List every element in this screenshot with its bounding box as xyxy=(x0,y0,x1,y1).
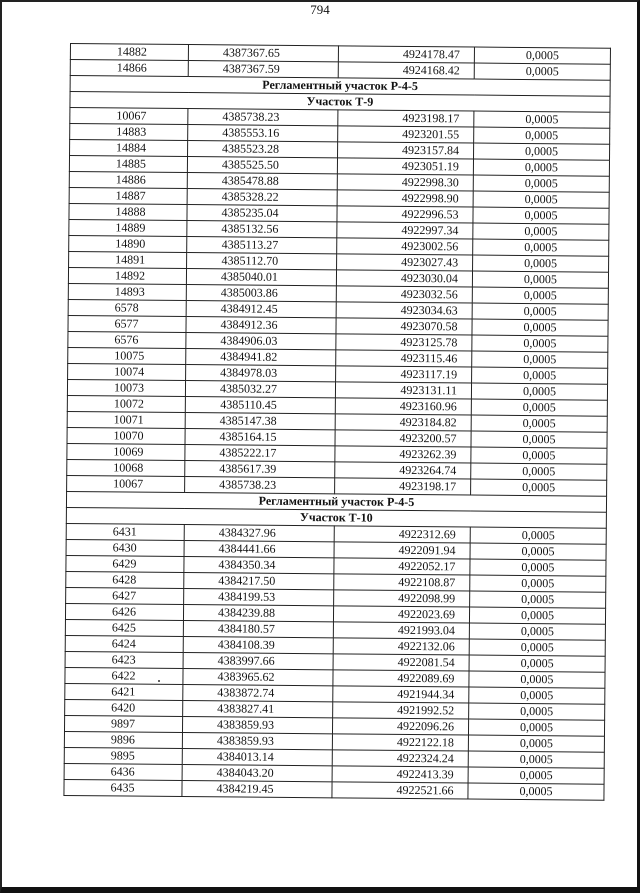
x-coordinate-cell: 4383859.93 xyxy=(182,733,332,750)
point-number-cell: 10073 xyxy=(67,379,185,396)
accuracy-cell: 0,0005 xyxy=(469,671,605,688)
accuracy-cell: 0,0005 xyxy=(473,207,609,224)
point-number-cell: 6420 xyxy=(65,699,183,716)
point-number-cell: 10072 xyxy=(67,395,185,412)
x-coordinate-cell: 4385112.70 xyxy=(187,253,337,270)
point-number-cell: 6429 xyxy=(66,555,184,572)
accuracy-cell: 0,0005 xyxy=(474,47,610,64)
subsection-title: Участок Т-9 xyxy=(70,92,610,113)
point-number-cell: 6424 xyxy=(65,635,183,652)
x-coordinate-cell: 4383997.66 xyxy=(183,653,333,670)
point-number-cell: 14889 xyxy=(69,219,187,236)
point-number-cell: 14890 xyxy=(69,235,187,252)
accuracy-cell: 0,0005 xyxy=(472,319,608,336)
accuracy-cell: 0,0005 xyxy=(471,399,607,416)
y-coordinate-cell: 4923032.56 xyxy=(336,286,472,303)
y-coordinate-cell: 4922081.54 xyxy=(333,654,469,671)
x-coordinate-cell: 4385738.23 xyxy=(185,477,335,494)
section-title: Регламентный участок Р-4-5 xyxy=(66,491,606,512)
x-coordinate-cell: 4384912.45 xyxy=(186,301,336,318)
x-coordinate-cell: 4385235.04 xyxy=(187,205,337,222)
accuracy-cell: 0,0005 xyxy=(469,655,605,672)
accuracy-cell: 0,0005 xyxy=(468,735,604,752)
accuracy-cell: 0,0005 xyxy=(473,191,609,208)
x-coordinate-cell: 4384013.14 xyxy=(182,749,332,766)
point-number-cell: 14888 xyxy=(69,203,187,220)
accuracy-cell: 0,0005 xyxy=(472,303,608,320)
point-number-cell: 10067 xyxy=(67,475,185,492)
y-coordinate-cell: 4923264.74 xyxy=(335,462,471,479)
point-number-cell: 14891 xyxy=(69,251,187,268)
accuracy-cell: 0,0005 xyxy=(470,559,606,576)
point-number-cell: 6421 xyxy=(65,683,183,700)
point-number-cell: 6435 xyxy=(64,779,182,796)
accuracy-cell: 0,0005 xyxy=(470,575,606,592)
y-coordinate-cell: 4922998.90 xyxy=(337,190,473,207)
accuracy-cell: 0,0005 xyxy=(473,159,609,176)
point-number-cell: 10075 xyxy=(68,347,186,364)
accuracy-cell: 0,0005 xyxy=(471,383,607,400)
x-coordinate-cell: 4383859.93 xyxy=(182,717,332,734)
y-coordinate-cell: 4924168.42 xyxy=(338,62,474,79)
point-number-cell: 10070 xyxy=(67,427,185,444)
accuracy-cell: 0,0005 xyxy=(474,111,610,128)
accuracy-cell: 0,0005 xyxy=(471,431,607,448)
y-coordinate-cell: 4922521.66 xyxy=(332,782,468,799)
y-coordinate-cell: 4923198.17 xyxy=(335,478,471,495)
x-coordinate-cell: 4385147.38 xyxy=(185,413,335,430)
y-coordinate-cell: 4923201.55 xyxy=(338,126,474,143)
point-number-cell: 10074 xyxy=(68,363,186,380)
accuracy-cell: 0,0005 xyxy=(471,415,607,432)
x-coordinate-cell: 4385525.50 xyxy=(187,157,337,174)
x-coordinate-cell: 4385222.17 xyxy=(185,445,335,462)
y-coordinate-cell: 4922023.69 xyxy=(333,606,469,623)
x-coordinate-cell: 4385132.56 xyxy=(187,221,337,238)
point-number-cell: 14892 xyxy=(68,267,186,284)
x-coordinate-cell: 4385478.88 xyxy=(187,173,337,190)
x-coordinate-cell: 4384327.96 xyxy=(184,525,334,542)
accuracy-cell: 0,0005 xyxy=(472,287,608,304)
point-number-cell: 10068 xyxy=(67,459,185,476)
x-coordinate-cell: 4387367.59 xyxy=(188,61,338,78)
y-coordinate-cell: 4922312.69 xyxy=(334,526,470,543)
x-coordinate-cell: 4384043.20 xyxy=(182,765,332,782)
accuracy-cell: 0,0005 xyxy=(469,623,605,640)
accuracy-cell: 0,0005 xyxy=(474,63,610,80)
x-coordinate-cell: 4385032.27 xyxy=(185,381,335,398)
point-number-cell: 14866 xyxy=(70,60,188,77)
y-coordinate-cell: 4923070.58 xyxy=(336,318,472,335)
y-coordinate-cell: 4922413.39 xyxy=(332,766,468,783)
point-number-cell: 6428 xyxy=(66,571,184,588)
y-coordinate-cell: 4923002.56 xyxy=(337,238,473,255)
accuracy-cell: 0,0005 xyxy=(472,271,608,288)
x-coordinate-cell: 4384217.50 xyxy=(184,573,334,590)
y-coordinate-cell: 4923160.96 xyxy=(335,398,471,415)
x-coordinate-cell: 4384239.88 xyxy=(183,605,333,622)
x-coordinate-cell: 4385113.27 xyxy=(187,237,337,254)
x-coordinate-cell: 4383965.62 xyxy=(183,669,333,686)
y-coordinate-cell: 4922998.30 xyxy=(337,174,473,191)
accuracy-cell: 0,0005 xyxy=(472,335,608,352)
y-coordinate-cell: 4922091.94 xyxy=(334,542,470,559)
x-coordinate-cell: 4384350.34 xyxy=(184,557,334,574)
x-coordinate-cell: 4384219.45 xyxy=(182,781,332,798)
point-number-cell: 10071 xyxy=(67,411,185,428)
point-number-cell: 9896 xyxy=(64,731,182,748)
y-coordinate-cell: 4923125.78 xyxy=(336,334,472,351)
y-coordinate-cell: 4923117.19 xyxy=(336,366,472,383)
y-coordinate-cell: 4922997.34 xyxy=(337,222,473,239)
x-coordinate-cell: 4385040.01 xyxy=(186,269,336,286)
y-coordinate-cell: 4923131.11 xyxy=(335,382,471,399)
x-coordinate-cell: 4385738.23 xyxy=(188,109,338,126)
y-coordinate-cell: 4923030.04 xyxy=(336,270,472,287)
y-coordinate-cell: 4922089.69 xyxy=(333,670,469,687)
y-coordinate-cell: 4922122.18 xyxy=(332,734,468,751)
accuracy-cell: 0,0005 xyxy=(470,527,606,544)
x-coordinate-cell: 4387367.65 xyxy=(188,45,338,62)
point-number-cell: 6578 xyxy=(68,299,186,316)
y-coordinate-cell: 4922098.99 xyxy=(334,590,470,607)
point-number-cell: 6436 xyxy=(64,763,182,780)
point-number-cell: 9897 xyxy=(64,715,182,732)
point-number-cell: 9895 xyxy=(64,747,182,764)
y-coordinate-cell: 4923157.84 xyxy=(338,142,474,159)
x-coordinate-cell: 4385617.39 xyxy=(185,461,335,478)
x-coordinate-cell: 4385328.22 xyxy=(187,189,337,206)
point-number-cell: 6576 xyxy=(68,331,186,348)
y-coordinate-cell: 4923184.82 xyxy=(335,414,471,431)
section-title: Регламентный участок Р-4-5 xyxy=(70,76,610,97)
x-coordinate-cell: 4384941.82 xyxy=(186,349,336,366)
accuracy-cell: 0,0005 xyxy=(469,639,605,656)
x-coordinate-cell: 4384912.36 xyxy=(186,317,336,334)
accuracy-cell: 0,0005 xyxy=(471,463,607,480)
y-coordinate-cell: 4922052.17 xyxy=(334,558,470,575)
accuracy-cell: 0,0005 xyxy=(469,687,605,704)
point-number-cell: 14882 xyxy=(70,44,188,61)
point-number-cell: 6431 xyxy=(66,523,184,540)
accuracy-cell: 0,0005 xyxy=(472,351,608,368)
accuracy-cell: 0,0005 xyxy=(473,239,609,256)
point-number-cell: 14885 xyxy=(69,156,187,173)
point-number-cell: 14887 xyxy=(69,187,187,204)
y-coordinate-cell: 4923262.39 xyxy=(335,446,471,463)
accuracy-cell: 0,0005 xyxy=(471,479,607,496)
accuracy-cell: 0,0005 xyxy=(472,367,608,384)
y-coordinate-cell: 4923027.43 xyxy=(337,254,473,271)
x-coordinate-cell: 4384180.57 xyxy=(183,621,333,638)
y-coordinate-cell: 4922096.26 xyxy=(332,718,468,735)
x-coordinate-cell: 4384906.03 xyxy=(186,333,336,350)
y-coordinate-cell: 4924178.47 xyxy=(338,46,474,63)
point-number-cell: 14883 xyxy=(70,124,188,141)
point-number-cell: 6422 xyxy=(65,667,183,684)
accuracy-cell: 0,0005 xyxy=(468,751,604,768)
point-number-cell: 14893 xyxy=(68,283,186,300)
y-coordinate-cell: 4921993.04 xyxy=(333,622,469,639)
x-coordinate-cell: 4385523.28 xyxy=(188,141,338,158)
x-coordinate-cell: 4384441.66 xyxy=(184,541,334,558)
accuracy-cell: 0,0005 xyxy=(473,255,609,272)
y-coordinate-cell: 4922132.06 xyxy=(333,638,469,655)
point-number-cell: 14886 xyxy=(69,171,187,188)
y-coordinate-cell: 4922996.53 xyxy=(337,206,473,223)
accuracy-cell: 0,0005 xyxy=(469,703,605,720)
point-number-cell: 6425 xyxy=(65,619,183,636)
y-coordinate-cell: 4923115.46 xyxy=(336,350,472,367)
x-coordinate-cell: 4385164.15 xyxy=(185,429,335,446)
accuracy-cell: 0,0005 xyxy=(468,783,604,800)
accuracy-cell: 0,0005 xyxy=(470,591,606,608)
point-number-cell: 6427 xyxy=(66,587,184,604)
x-coordinate-cell: 4384978.03 xyxy=(186,365,336,382)
point-number-cell: 14884 xyxy=(70,140,188,157)
accuracy-cell: 0,0005 xyxy=(469,607,605,624)
accuracy-cell: 0,0005 xyxy=(474,127,610,144)
point-number-cell: 6577 xyxy=(68,315,186,332)
accuracy-cell: 0,0005 xyxy=(468,767,604,784)
x-coordinate-cell: 4384108.39 xyxy=(183,637,333,654)
point-number-cell: 10067 xyxy=(70,108,188,125)
accuracy-cell: 0,0005 xyxy=(471,447,607,464)
point-number-cell: 6430 xyxy=(66,539,184,556)
coordinates-table xyxy=(63,43,611,801)
y-coordinate-cell: 4923200.57 xyxy=(335,430,471,447)
x-coordinate-cell: 4383827.41 xyxy=(183,701,333,718)
x-coordinate-cell: 4383872.74 xyxy=(183,685,333,702)
x-coordinate-cell: 4385003.86 xyxy=(186,285,336,302)
x-coordinate-cell: 4385553.16 xyxy=(188,125,338,142)
accuracy-cell: 0,0005 xyxy=(474,143,610,160)
point-number-cell: 6423 xyxy=(65,651,183,668)
accuracy-cell: 0,0005 xyxy=(468,719,604,736)
page-number: 794 xyxy=(310,2,330,17)
y-coordinate-cell: 4922324.24 xyxy=(332,750,468,767)
y-coordinate-cell: 4923198.17 xyxy=(338,110,474,127)
accuracy-cell: 0,0005 xyxy=(473,175,609,192)
accuracy-cell: 0,0005 xyxy=(473,223,609,240)
x-coordinate-cell: 4385110.45 xyxy=(185,397,335,414)
subsection-title: Участок Т-10 xyxy=(66,507,606,528)
x-coordinate-cell: 4384199.53 xyxy=(184,589,334,606)
y-coordinate-cell: 4921944.34 xyxy=(333,686,469,703)
y-coordinate-cell: 4923034.63 xyxy=(336,302,472,319)
point-number-cell: 10069 xyxy=(67,443,185,460)
point-number-cell: 6426 xyxy=(65,603,183,620)
accuracy-cell: 0,0005 xyxy=(470,543,606,560)
y-coordinate-cell: 4921992.52 xyxy=(333,702,469,719)
y-coordinate-cell: 4922108.87 xyxy=(334,574,470,591)
scan-speck xyxy=(158,680,160,682)
y-coordinate-cell: 4923051.19 xyxy=(337,158,473,175)
